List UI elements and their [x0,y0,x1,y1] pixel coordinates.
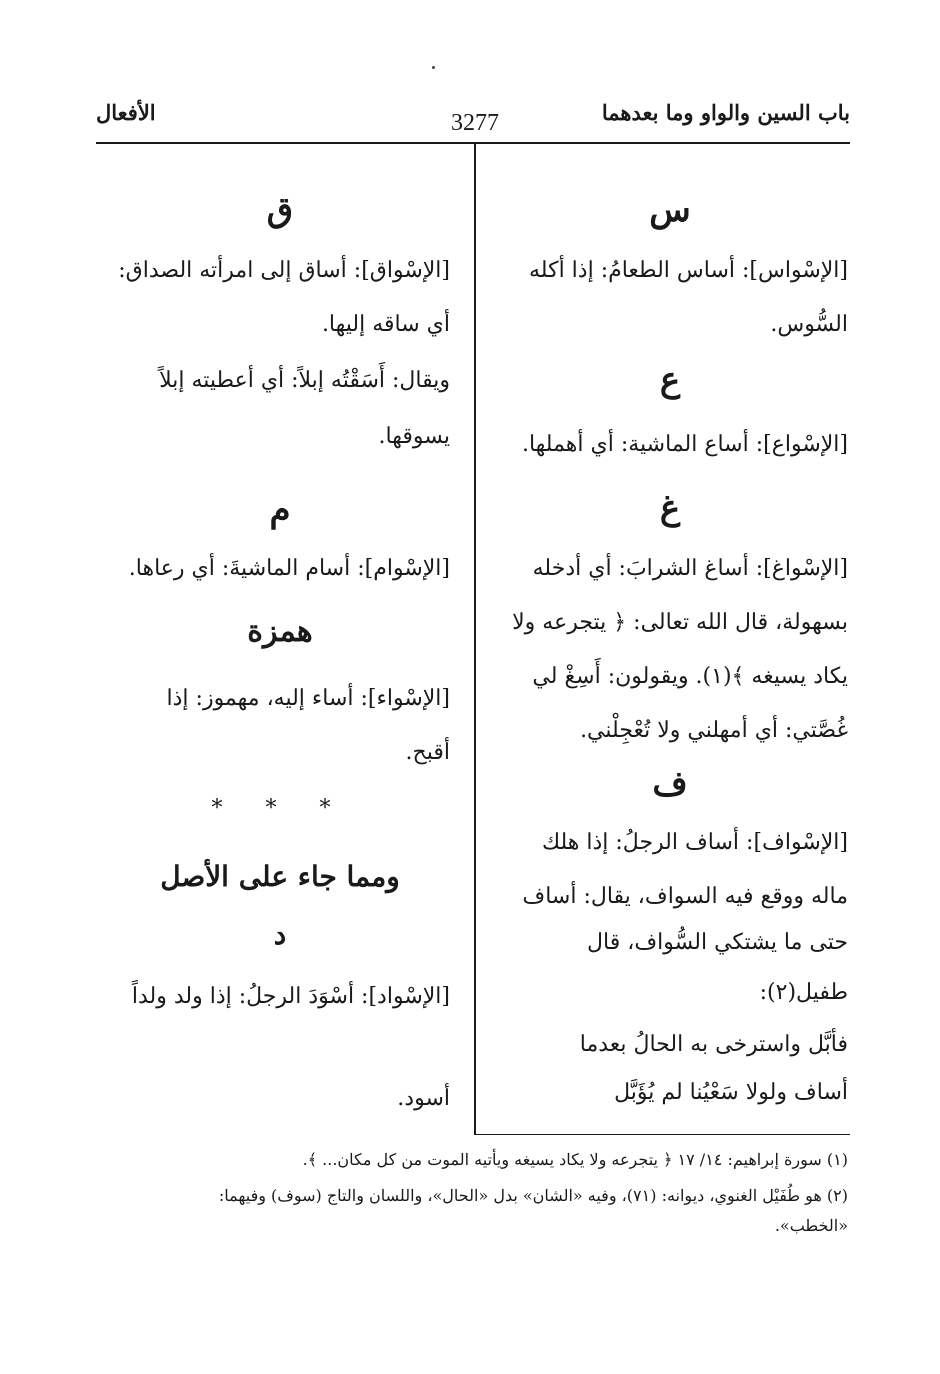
header-rule [96,142,850,144]
section-separator-stars: * * * [211,796,349,821]
stray-dot [432,66,435,69]
letter-heading-hamza: همزة [247,614,313,649]
entry-iswagh-line2: بسهولة، قال الله تعالى: ﴿ يتجرعه ولا [512,610,848,635]
entry-iswagh-line3: يكاد يسيغه ﴾(١). ويقولون: أَسِغْ لي [532,664,848,689]
entry-iswaf-line4: طفيل(٢): [759,980,848,1005]
footnote-2: (٢) هو طُفَيْل الغنوي، ديوانه: (٧١)، وفيه «الشان» بدل «الحال»، واللسان والتاج (سوف) وفيهما: [218,1186,848,1205]
entry-iswa-hamza-line2: أقبح. [405,740,450,765]
footnote-rule [474,1134,850,1135]
letter-heading-qaf: ق [266,190,294,230]
entry-iswaq-line3: ويقال: أَسَقْتُه إبلاً: أي أعطيته إبلاً [159,368,450,393]
column-divider [474,144,476,1134]
entry-iswagh-line4: غُصَّتي: أي أمهلني ولا تُعْجِلْني. [580,718,848,743]
section-heading-asl: ومما جاء على الأصل [160,860,400,893]
entry-iswagh-line1: [الإسْواغ]: أساغ الشرابَ: أي أدخله [532,556,848,581]
letter-heading-sin: س [649,190,691,230]
entry-iswaf-line3: حتى ما يشتكي السُّواف، قال [587,930,848,955]
running-head-left: الأفعال [96,100,156,125]
letter-heading-ayn: ع [659,360,681,400]
verse-line1: فأبَّل واسترخى به الحالُ بعدما [579,1032,848,1057]
letter-heading-mim: م [269,490,291,530]
entry-iswaf-line1: [الإسْواف]: أساف الرجلُ: إذا هلك [541,830,848,855]
entry-iswaq-line2: أي ساقه إليها. [321,312,450,337]
letter-heading-ghayn: غ [659,488,681,528]
entry-iswaq-line1: [الإسْواق]: أساق إلى امرأته الصداق: [118,258,450,283]
page-number: 3277 [451,110,499,136]
entry-iswaf-line2: ماله ووقع فيه السواف، يقال: أساف [522,884,848,909]
entry-iswa-hamza-line1: [الإسْواء]: أساء إليه، مهموز: إذا [166,686,450,711]
entry-iswas-line1: [الإسْواس]: أساس الطعامُ: إذا أكله [529,258,848,283]
entry-iswaq-line4: يسوقها. [378,424,450,449]
entry-iswa-ayn: [الإسْواع]: أساع الماشية: أي أهملها. [521,432,848,457]
entry-iswam: [الإسْوام]: أسام الماشيةَ: أي رعاها. [128,556,450,581]
letter-heading-fa: ف [652,764,688,804]
entry-iswas-line2: السُّوس. [770,312,848,337]
running-head-right: باب السين والواو وما بعدهما [601,100,850,125]
letter-heading-dal: د [273,918,287,951]
footnote-2-continued: «الخطب». [774,1216,848,1235]
verse-line2: أساف ولولا سَعْيُنا لم يُؤَبَّل [614,1080,848,1105]
entry-iswad-line2: أسود. [397,1086,450,1111]
footnote-1: (١) سورة إبراهيم: ١٤/ ١٧ ﴿ يتجرعه ولا يكاد يسيغه ويأتيه الموت من كل مكان... ﴾. [302,1150,848,1169]
entry-iswad-line1: [الإسْواد]: أسْوَدَ الرجلُ: إذا ولد ولداً [131,984,450,1009]
